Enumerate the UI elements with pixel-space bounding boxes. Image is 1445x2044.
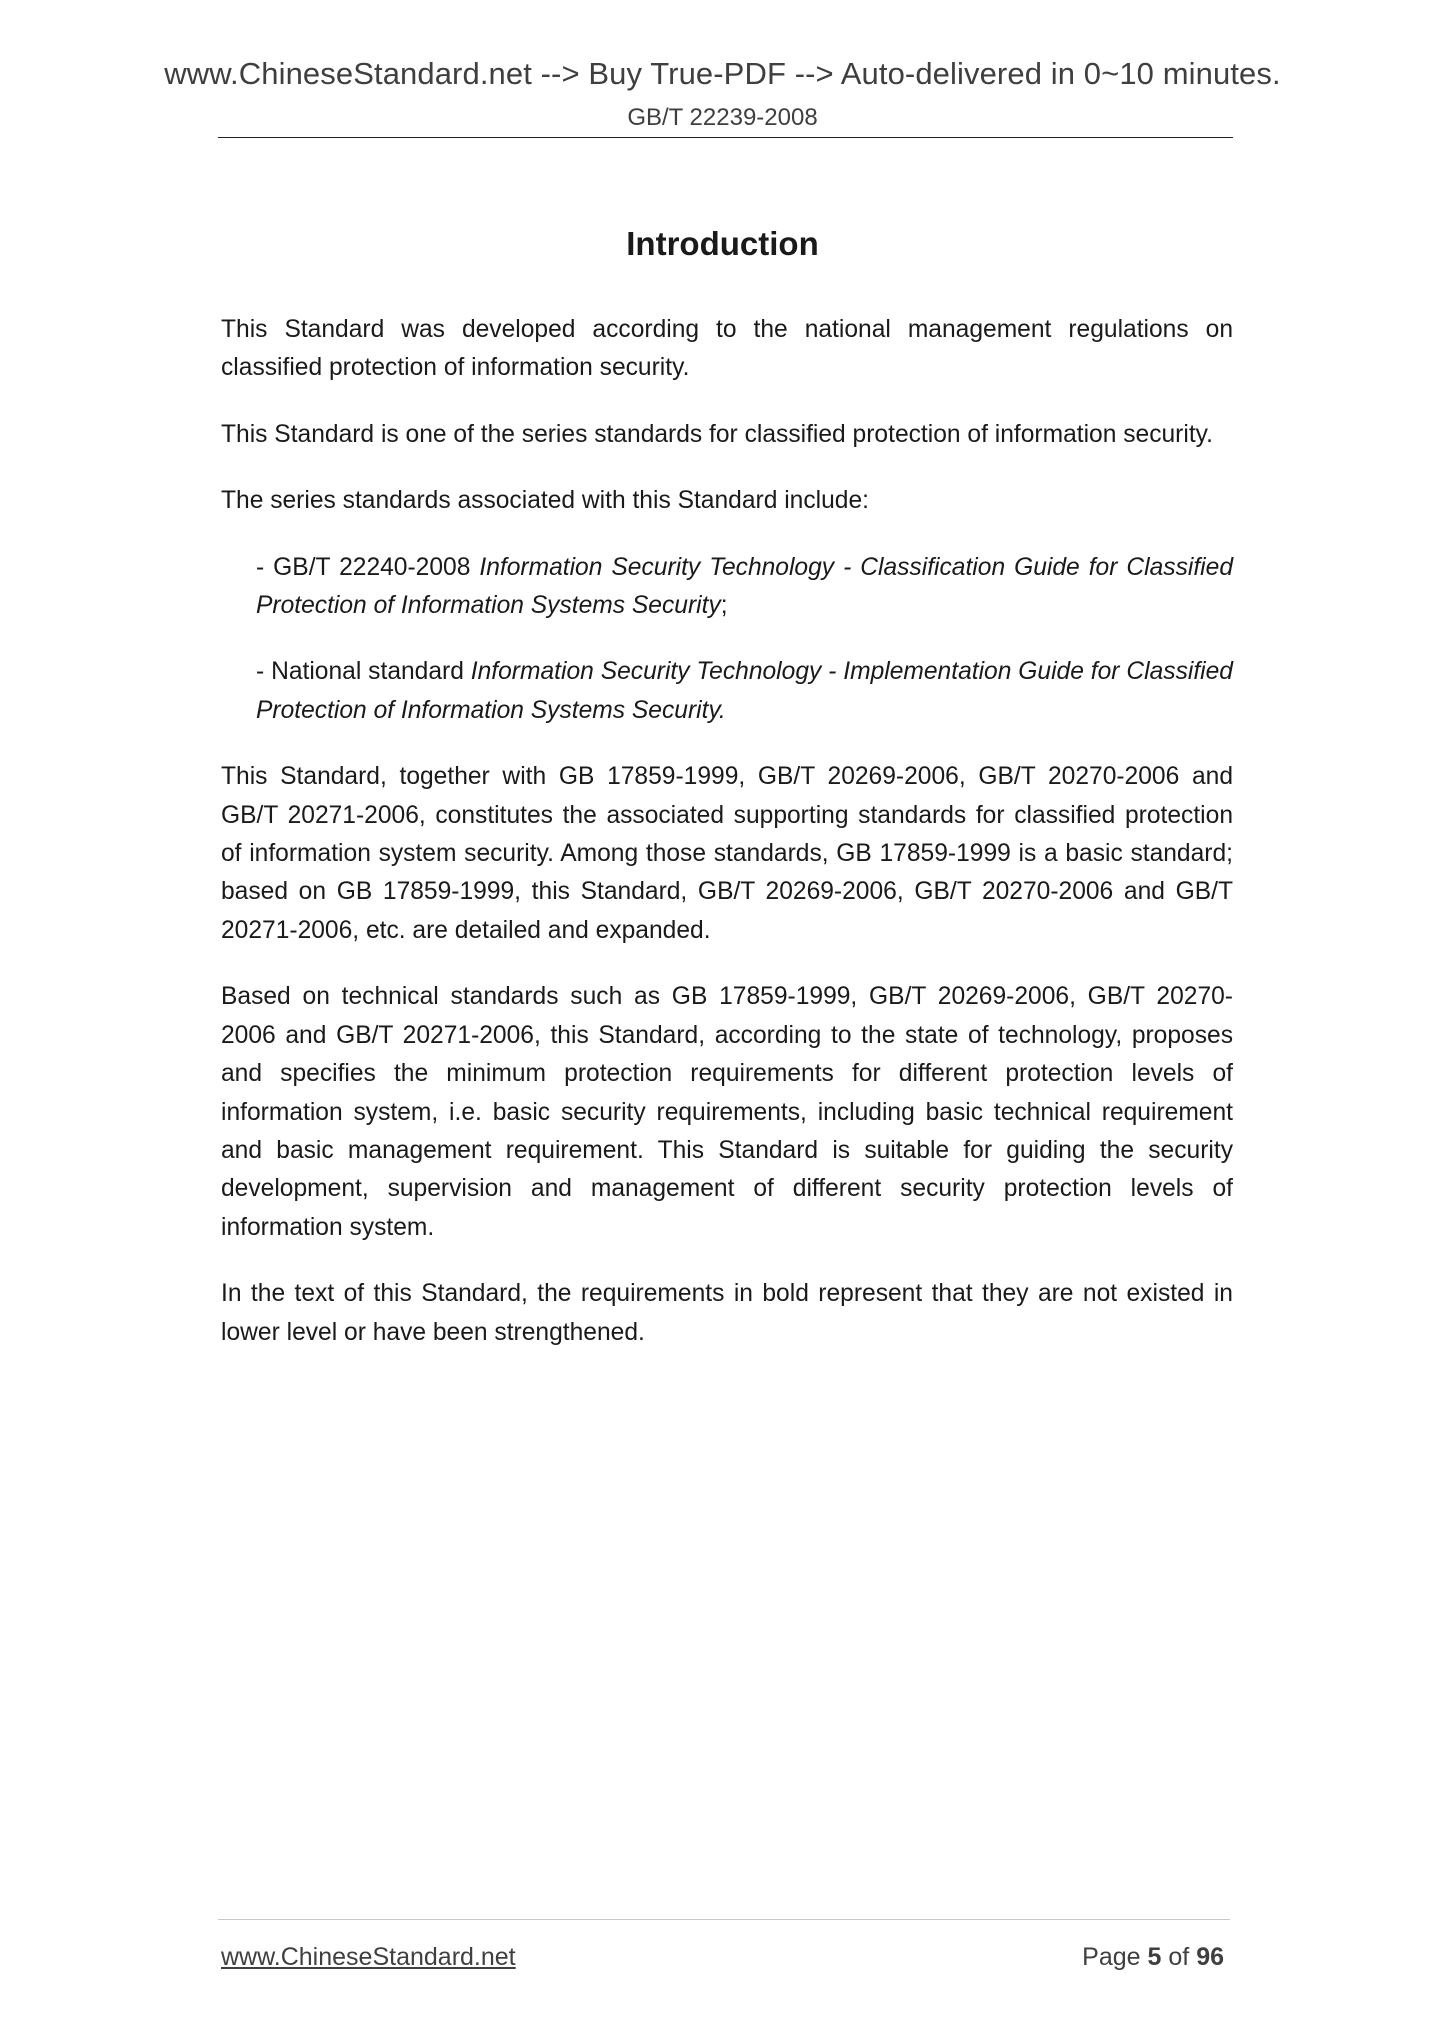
document-body [221,311,1233,1380]
paragraph-5: Based on technical standards such as GB 17859-1999, GB/T 20269-2006, GB/T 20270-2006 and GB/T 20271-2006, this Standard, according to the state of technology, proposes and specifies the minimum protection requirements for different protection levels of information system, i.e. basic security requirements, including basic technical requirement and basic management requirement. This Standard is suitable for guiding the security development, supervision and management of different security protection levels of information system. [221,983,1233,1241]
paragraph-4: This Standard, together with GB 17859-1999, GB/T 20269-2006, GB/T 20270-2006 and GB/T 20271-2006, constitutes the associated supporting standards for classified protection of information system security. Among those standards, GB 17859-1999 is a basic standard; based on GB 17859-1999, this Standard, GB/T 20269-2006, GB/T 20270-2006 and GB/T 20271-2006, etc. are detailed and expanded. [221,763,1233,944]
top-banner: www.ChineseStandard.net --> Buy True-PDF --> Auto-delivered in 0~10 minutes. [164,56,1281,91]
standard-code: GB/T 22239-2008 [627,104,818,131]
footer-website-link[interactable]: www.ChineseStandard.net [221,1943,516,1971]
page-total: 96 [1196,1943,1224,1971]
list-item-gbt-22240 [256,549,1233,626]
paragraph-3: The series standards associated with this Standard include: [221,487,869,515]
page-current: 5 [1147,1943,1162,1971]
page-of-label: of [1168,1943,1190,1971]
list-item-suffix: ; [720,592,728,620]
list-item-title: Information Security Technology - Classification Guide for Classified Protection of Information Systems Security [256,553,1233,620]
list-item-title: Information Security Technology - Implementation Guide for Classified Protection of Information Systems Security. [256,658,1233,724]
paragraph-6: In the text of this Standard, the requirements in bold represent that they are not existed in lower level or have been strengthened. [221,1280,1233,1346]
footer-divider [218,1919,1230,1920]
page-number [1082,1942,1224,1972]
paragraph-1: This Standard was developed according to the national management regulations on classified protection of information security. [221,316,1233,382]
paragraph-2: This Standard is one of the series standards for classified protection of information security. [221,420,1213,448]
list-item-prefix: - GB/T 22240-2008 [256,553,480,581]
page-label: Page [1082,1943,1141,1971]
list-item-prefix: - National standard [256,658,471,686]
header-divider [218,137,1233,138]
list-item-national-standard [256,653,1233,730]
page-title: Introduction [626,225,819,262]
